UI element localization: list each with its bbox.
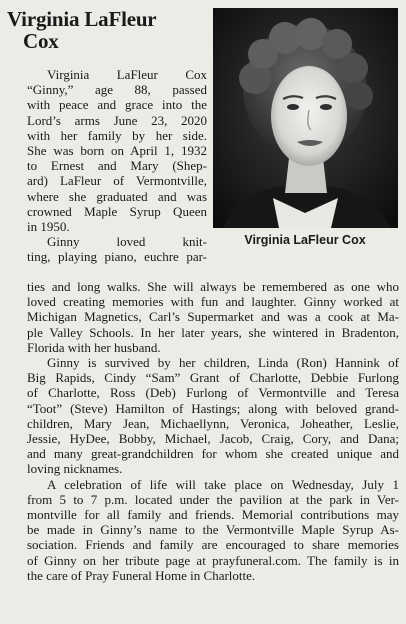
text-line: ting, playing piano, euchre par- [27,249,207,265]
text-line: She was born on April 1, 1932 [27,143,207,159]
text-line: of Charlotte, Ross (Deb) Furlong of Vermontville and Teresa [27,385,399,401]
text-line: montville for all family and friends. Memorial contributions may [27,507,399,523]
paragraph-1 [7,67,207,234]
title-line-2: Cox [23,29,59,53]
text-line: Big Rapids, Cindy “Sam” Grant of Charlotte, Debbie Furlong [27,370,399,386]
text-line: Lord’s arms June 23, 2020 [27,112,207,128]
text-line: Ginny is survived by her children, Linda (Ron) Hannink of [47,355,399,371]
text-line: ple Valley Schools. In her later years, she wintered in Bradenton, [27,324,399,340]
text-line: A celebration of life will take place on Wednesday, July 1 [47,476,399,492]
title-line-1: Virginia LaFleur [7,7,157,31]
text-line: “Toot” (Steve) Hamilton of Hastings; along with beloved grand- [27,400,399,416]
text-line: from 5 to 7 p.m. located under the pavilion at the park in Ver- [27,491,399,507]
text-line: Ginny loved knit- [47,234,207,250]
text-line: the care of Pray Funeral Home in Charlotte. [27,567,256,583]
narrow-column-text [7,67,207,265]
text-line: “Ginny,” age 88, passed [27,82,207,98]
text-line: Jessie, HyDee, Bobby, Michael, Jacob, Craig, Cory, and Dana; [27,431,399,447]
paragraph-2-start [7,234,207,264]
text-line: be made in Ginny’s name to the Vermontville Maple Syrup As- [27,522,399,538]
text-line: Michigan Magnetics, Carl’s Supermarket and was a cook at Ma- [27,309,399,325]
text-line: where she graduated and was [27,188,207,204]
full-width-text [7,279,399,583]
paragraph-3 [7,355,399,477]
text-line: ties and long walks. She will always be remembered as one who [27,279,399,294]
text-line: Florida with her husband. [27,339,161,355]
paragraph-4 [7,477,399,583]
text-line: to Ernest and Mary (Shep- [27,158,207,174]
portrait-image [213,8,398,228]
portrait-photo [213,8,398,228]
text-line: with peace and grace into the [27,97,207,113]
text-line: crowned Maple Syrup Queen [27,203,207,219]
text-line: Virginia LaFleur Cox [47,67,207,82]
obituary-title [7,8,207,52]
text-line: loved creating memories with fun and laughter. Ginny worked at [27,294,399,310]
text-line: of Ginny on her tribute page at prayfuneral.com. The family is in [27,552,399,568]
photo-caption: Virginia LaFleur Cox [244,233,366,247]
paragraph-2-rest [7,279,399,355]
text-line: ard) LaFleur of Vermontville, [27,173,207,189]
text-line: and many great-grandchildren for whom she created unique and [27,446,399,462]
text-line: sociation. Friends and family are encouraged to share memories [27,537,399,553]
text-line: loving nicknames. [27,461,123,477]
text-line: in 1950. [27,219,70,235]
text-line: children, Mary Jean, Michaellynn, Veronica, Joheather, Leslie, [27,415,399,431]
text-line: with her family by her side. [27,127,207,143]
